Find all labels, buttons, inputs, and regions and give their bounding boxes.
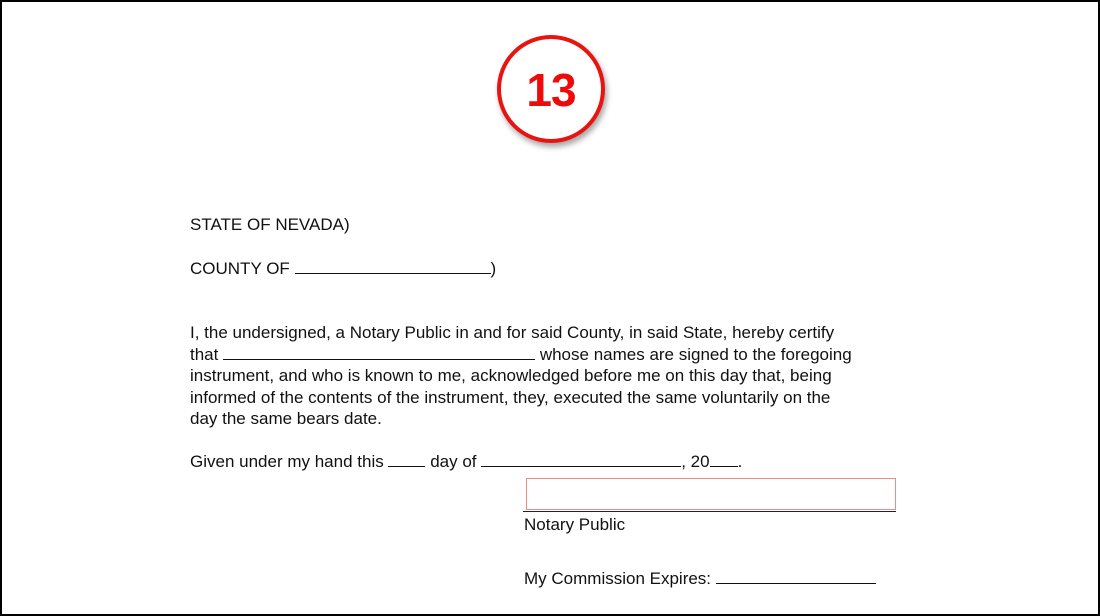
step-number-badge [497,35,605,143]
year-blank-field[interactable] [710,452,738,467]
given-under-hand-line [190,451,742,473]
year-prefix: , 20 [681,452,710,471]
signers-name-blank-field[interactable] [223,345,535,360]
commission-expires-line [524,568,876,589]
state-label: STATE OF NEVADA) [190,215,350,234]
notary-signature-field[interactable] [526,478,896,510]
commission-label: My Commission Expires: [524,569,712,588]
certification-line-5: day the same bears date. [190,409,382,428]
county-blank-field[interactable] [295,259,491,274]
county-close-paren: ) [490,259,497,278]
given-end: . [737,452,743,471]
signature-line [523,511,896,512]
certification-line-3: instrument, and who is known to me, acknowledged before me on this day that, being [190,366,832,385]
certification-paragraph [190,322,852,430]
county-line [190,258,496,280]
county-label: COUNTY OF [190,259,290,278]
commission-expiry-blank-field[interactable] [716,569,876,584]
day-of-text: day of [430,452,477,471]
given-prefix: Given under my hand this [190,452,384,471]
that-label: that [190,344,219,364]
month-blank-field[interactable] [481,452,681,467]
day-blank-field[interactable] [388,452,425,467]
whose-names-text: whose names are signed to the foregoing [539,344,852,364]
step-number: 13 [526,64,576,116]
certification-line-1: I, the undersigned, a Notary Public in and for said County, in said State, hereby certify [190,323,835,342]
state-line [190,214,350,236]
notary-public-label: Notary Public [524,515,626,534]
certification-line-2 [190,344,852,366]
certification-line-4: informed of the contents of the instrument, they, executed the same voluntarily on the [190,387,831,407]
